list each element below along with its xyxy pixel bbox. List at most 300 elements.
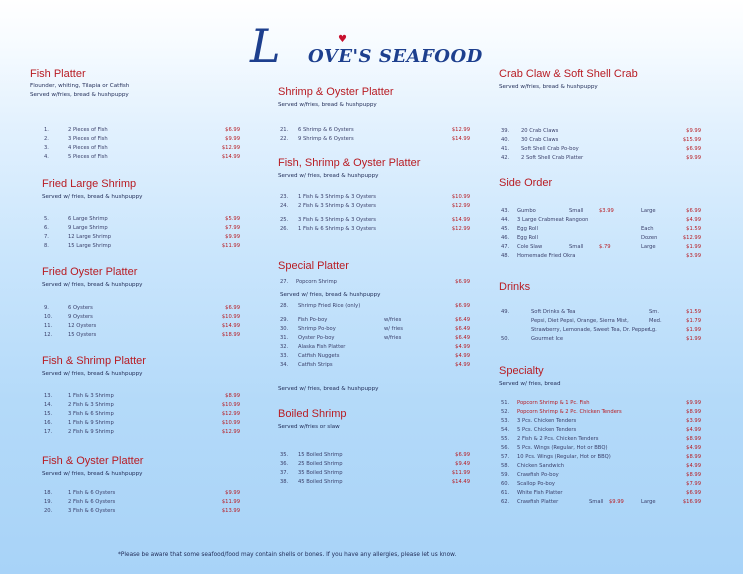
item-name: 45 Boiled Shrimp bbox=[298, 479, 343, 485]
item-number: 36. bbox=[280, 461, 289, 467]
item-price: $4.99 bbox=[686, 463, 701, 469]
list-item bbox=[501, 489, 701, 498]
special-platter-first bbox=[280, 278, 470, 287]
item-number: 38. bbox=[280, 479, 289, 485]
list-item bbox=[501, 335, 701, 344]
list-item bbox=[280, 361, 470, 370]
item-price: $11.99 bbox=[451, 470, 470, 476]
item-price: $18.99 bbox=[221, 332, 240, 338]
item-price: $7.99 bbox=[686, 481, 701, 487]
item-price: $10.99 bbox=[221, 402, 240, 408]
item-price: $10.99 bbox=[221, 420, 240, 426]
item-number: 26. bbox=[280, 226, 289, 232]
list-item bbox=[280, 469, 470, 478]
list-item bbox=[44, 489, 240, 498]
item-number: 55. bbox=[501, 436, 510, 442]
specialty-list bbox=[501, 399, 701, 498]
list-item bbox=[280, 216, 470, 225]
item-number: 11. bbox=[44, 323, 53, 329]
item-name: 9 Oysters bbox=[68, 314, 93, 320]
item-number: 41. bbox=[501, 146, 510, 152]
item-price: $4.99 bbox=[686, 445, 701, 451]
item-number: 58. bbox=[501, 463, 510, 469]
list-item bbox=[280, 352, 470, 361]
item-number: 34. bbox=[280, 362, 289, 368]
item-number: 18. bbox=[44, 490, 53, 496]
list-item bbox=[501, 216, 701, 225]
item-number: 17. bbox=[44, 429, 53, 435]
section-subtitle: Served w/fries, bread & hushpuppy bbox=[278, 102, 377, 108]
item-number: 6. bbox=[44, 225, 49, 231]
item-p1: $.79 bbox=[599, 244, 611, 250]
item-name: 6 Large Shrimp bbox=[68, 216, 108, 222]
shrimp-oyster-list bbox=[280, 126, 470, 144]
list-item bbox=[44, 392, 240, 401]
list-item: 27. Popcorn Shrimp $6.99 bbox=[280, 279, 470, 285]
item-price: $12.99 bbox=[451, 127, 470, 133]
item-size: Sm. bbox=[649, 309, 659, 315]
item-number: 35. bbox=[280, 452, 289, 458]
item-price: $9.99 bbox=[225, 234, 240, 240]
item-price: $10.99 bbox=[451, 194, 470, 200]
item-name: Cole Slaw bbox=[517, 244, 543, 250]
fish-oyster-list bbox=[44, 489, 240, 516]
item-number: 32. bbox=[280, 344, 289, 350]
list-item bbox=[280, 460, 470, 469]
section-title: Boiled Shrimp bbox=[278, 408, 347, 420]
item-name: 2 Fish & 9 Shrimp bbox=[68, 429, 114, 435]
item-number: 4. bbox=[44, 154, 49, 160]
item-name: 10 Pcs. Wings (Regular, Hot or BBQ) bbox=[517, 454, 611, 460]
item-name: Homemade Fried Okra bbox=[517, 253, 576, 259]
list-item bbox=[501, 317, 701, 326]
item-number: 14. bbox=[44, 402, 53, 408]
section-title: Shrimp & Oyster Platter bbox=[278, 86, 394, 98]
item-price: $11.99 bbox=[221, 243, 240, 249]
item-price: $12.99 bbox=[221, 429, 240, 435]
item-name: Popcorn Shrimp & 1 Pc. Fish bbox=[517, 400, 590, 406]
item-number: 9. bbox=[44, 305, 49, 311]
item-size2: Large bbox=[641, 244, 656, 250]
item-price: $4.99 bbox=[455, 344, 470, 350]
list-item bbox=[44, 135, 240, 144]
item-number: 59. bbox=[501, 472, 510, 478]
item-number: 56. bbox=[501, 445, 510, 451]
item-number: 46. bbox=[501, 235, 510, 241]
item-extra: w/ fries bbox=[384, 326, 403, 332]
restaurant-logo bbox=[250, 20, 490, 82]
item-price: $1.59 bbox=[686, 309, 701, 315]
section-subtitle: Served w/ fries, bread & hushpuppy bbox=[42, 194, 143, 200]
item-number: 40. bbox=[501, 137, 510, 143]
item-price: $4.99 bbox=[455, 353, 470, 359]
item-number: 24. bbox=[280, 203, 289, 209]
list-item bbox=[44, 233, 240, 242]
item-price: $14.99 bbox=[451, 136, 470, 142]
item-name: Popcorn Shrimp & 2 Pc. Chicken Tenders bbox=[517, 409, 622, 415]
item-name: White Fish Platter bbox=[517, 490, 563, 496]
allergy-footnote: *Please be aware that some seafood/food may contain shells or bones. If you have any allergies, please let us know. bbox=[118, 552, 457, 558]
side-order-list bbox=[501, 207, 701, 261]
special-platter-list bbox=[280, 302, 470, 370]
item-number: 20. bbox=[44, 508, 53, 514]
list-item bbox=[280, 225, 470, 234]
list-item bbox=[501, 408, 701, 417]
item-number: 25. bbox=[280, 217, 289, 223]
item-price: $6.99 bbox=[686, 490, 701, 496]
list-item bbox=[280, 478, 470, 487]
item-name: Catfish Strips bbox=[298, 362, 333, 368]
item-name: 3 Large Crabmeat Rangoon bbox=[517, 217, 589, 223]
section-subtitle: Served w/ fries, bread bbox=[499, 381, 561, 387]
item-name: 1 Fish & 6 Oysters bbox=[68, 490, 116, 496]
item-name: Egg Roll bbox=[517, 226, 538, 232]
item-number: 28. bbox=[280, 303, 289, 309]
item-name: Oyster Po-boy bbox=[298, 335, 335, 341]
section-title: Side Order bbox=[499, 177, 553, 189]
item-name: Alaska Fish Platter bbox=[298, 344, 346, 350]
section-subtitle: Served w/fries, bread & hushpuppy bbox=[499, 84, 598, 90]
item-name: Pepsi, Diet Pepsi, Orange, Sierra Mist, bbox=[531, 318, 629, 324]
item-name: 9 Shrimp & 6 Oysters bbox=[298, 136, 354, 142]
list-item bbox=[280, 334, 470, 343]
item-price: $9.49 bbox=[455, 461, 470, 467]
item-price: $4.99 bbox=[686, 217, 701, 223]
item-name: 2 Pieces of Fish bbox=[68, 127, 108, 133]
special-platter-footer: Served w/ fries, bread & hushpuppy bbox=[278, 386, 379, 392]
list-item bbox=[501, 417, 701, 426]
list-item bbox=[280, 193, 470, 202]
item-price: $12.99 bbox=[451, 226, 470, 232]
item-name: Fish Po-boy bbox=[298, 317, 328, 323]
item-price: $6.49 bbox=[455, 326, 470, 332]
item-name: 1 Fish & 3 Shrimp & 3 Oysters bbox=[298, 194, 376, 200]
item-price: $15.99 bbox=[682, 137, 701, 143]
list-item bbox=[280, 343, 470, 352]
section-subtitle: Served w/ fries, bread & hushpuppy bbox=[278, 173, 379, 179]
crab-section bbox=[499, 68, 638, 90]
section-subtitle: Served w/fries or slaw bbox=[278, 424, 340, 430]
item-name: 5 Pcs. Wings (Regular, Hot or BBQ) bbox=[517, 445, 608, 451]
item-number: 44. bbox=[501, 217, 510, 223]
list-item bbox=[44, 313, 240, 322]
item-name: Crawfish Po-boy bbox=[517, 472, 559, 478]
item-number: 33. bbox=[280, 353, 289, 359]
list-item bbox=[501, 435, 701, 444]
item-name: 1 Fish & 3 Shrimp bbox=[68, 393, 114, 399]
item-number: 1. bbox=[44, 127, 49, 133]
item-price: $1.99 bbox=[686, 327, 701, 333]
list-item bbox=[44, 144, 240, 153]
section-title: Fish & Oyster Platter bbox=[42, 455, 144, 467]
item-price: $14.99 bbox=[221, 154, 240, 160]
item-name: 20 Crab Claws bbox=[521, 128, 559, 134]
item-size2: Large bbox=[641, 208, 656, 214]
section-title: Fried Large Shrimp bbox=[42, 178, 137, 190]
list-item bbox=[44, 401, 240, 410]
item-name: Chicken Sandwich bbox=[517, 463, 565, 469]
list-item bbox=[44, 419, 240, 428]
logo-script-letter: L bbox=[250, 19, 281, 73]
item-number: 49. bbox=[501, 309, 510, 315]
side-order-section bbox=[499, 177, 552, 189]
section-title: Special Platter bbox=[278, 260, 349, 272]
list-item bbox=[44, 153, 240, 162]
item-price: $8.99 bbox=[225, 393, 240, 399]
item-name: Gourmet Ice bbox=[531, 336, 564, 342]
item-size2: Dozen bbox=[641, 235, 658, 241]
item-name: 4 Pieces of Fish bbox=[68, 145, 108, 151]
item-price: $6.99 bbox=[686, 146, 701, 152]
item-name: Strawberry, Lemonade, Sweet Tea, Dr. Pepper bbox=[531, 327, 650, 333]
fried-oyster-list bbox=[44, 304, 240, 340]
item-number: 47. bbox=[501, 244, 510, 250]
list-item bbox=[501, 225, 701, 234]
item-price: $14.99 bbox=[451, 217, 470, 223]
section-serving-note: Served w/fries, bread & hushpuppy bbox=[30, 92, 129, 98]
fried-large-shrimp-list bbox=[44, 215, 240, 251]
item-number: 13. bbox=[44, 393, 53, 399]
item-name: 3 Pcs. Chicken Tenders bbox=[517, 418, 577, 424]
item-size: Med. bbox=[649, 318, 662, 324]
section-title: Fish & Shrimp Platter bbox=[42, 355, 146, 367]
list-item bbox=[280, 126, 470, 135]
item-price: $6.49 bbox=[455, 317, 470, 323]
item-price: $6.99 bbox=[686, 208, 701, 214]
list-item bbox=[501, 444, 701, 453]
section-title: Specialty bbox=[499, 365, 544, 377]
item-name: Soft Drinks & Tea bbox=[531, 309, 576, 315]
item-size: Lg. bbox=[649, 327, 657, 333]
item-name: 3 Fish & 6 Shrimp bbox=[68, 411, 114, 417]
list-item bbox=[44, 331, 240, 340]
item-number: 23. bbox=[280, 194, 289, 200]
item-number: 21. bbox=[280, 127, 289, 133]
list-item bbox=[280, 451, 470, 460]
item-extra: w/fries bbox=[384, 317, 402, 323]
item-name: 25 Boiled Shrimp bbox=[298, 461, 343, 467]
item-price: $9.99 bbox=[686, 128, 701, 134]
fish-platter-section bbox=[30, 68, 129, 98]
item-number: 48. bbox=[501, 253, 510, 259]
item-price: $6.99 bbox=[455, 452, 470, 458]
item-price: $4.99 bbox=[455, 362, 470, 368]
special-platter-subtitle: Served w/ fries, bread & hushpuppy bbox=[280, 292, 381, 298]
item-name: 6 Oysters bbox=[68, 305, 93, 311]
item-price: $6.99 bbox=[225, 127, 240, 133]
item-name: 15 Boiled Shrimp bbox=[298, 452, 343, 458]
fish-oyster-platter-section bbox=[42, 455, 143, 477]
list-item bbox=[501, 308, 701, 317]
list-item bbox=[44, 215, 240, 224]
list-item bbox=[280, 325, 470, 334]
item-number: 16. bbox=[44, 420, 53, 426]
fish-shrimp-platter-section bbox=[42, 355, 146, 377]
item-price: $1.79 bbox=[686, 318, 701, 324]
list-item bbox=[501, 234, 701, 243]
item-number: 45. bbox=[501, 226, 510, 232]
item-price: $14.99 bbox=[221, 323, 240, 329]
item-price: $1.59 bbox=[686, 226, 701, 232]
section-title: Drinks bbox=[499, 281, 531, 293]
item-number: 53. bbox=[501, 418, 510, 424]
item-number: 29. bbox=[280, 317, 289, 323]
list-item bbox=[44, 126, 240, 135]
list-item bbox=[280, 302, 470, 311]
item-name: 2 Fish & 2 Pcs. Chicken Tenders bbox=[517, 436, 599, 442]
item-name: Gumbo bbox=[517, 208, 536, 214]
item-number: 10. bbox=[44, 314, 53, 320]
item-name: 2 Soft Shell Crab Platter bbox=[521, 155, 584, 161]
item-extra: w/fries bbox=[384, 335, 402, 341]
list-item bbox=[501, 462, 701, 471]
specialty-last bbox=[501, 498, 701, 507]
item-name: 15 Large Shrimp bbox=[68, 243, 111, 249]
list-item bbox=[501, 480, 701, 489]
item-number: 61. bbox=[501, 490, 510, 496]
list-item bbox=[44, 242, 240, 251]
item-price: $1.99 bbox=[686, 244, 701, 250]
specialty-section bbox=[499, 365, 561, 387]
item-size2: Each bbox=[641, 226, 654, 232]
item-price: $4.99 bbox=[686, 427, 701, 433]
fish-shrimp-oyster-section bbox=[278, 157, 420, 179]
item-number: 57. bbox=[501, 454, 510, 460]
list-item bbox=[501, 453, 701, 462]
list-item bbox=[44, 224, 240, 233]
list-item bbox=[44, 322, 240, 331]
special-platter-section bbox=[278, 260, 349, 272]
item-price: $7.99 bbox=[225, 225, 240, 231]
item-number: 30. bbox=[280, 326, 289, 332]
item-name: 12 Oysters bbox=[68, 323, 97, 329]
item-price: $12.99 bbox=[451, 203, 470, 209]
item-price: $6.49 bbox=[455, 335, 470, 341]
item-name: 3 Pieces of Fish bbox=[68, 136, 108, 142]
item-number: 15. bbox=[44, 411, 53, 417]
item-name: Shrimp Fried Rice (only) bbox=[298, 303, 361, 309]
item-price: $12.99 bbox=[221, 411, 240, 417]
item-number: 43. bbox=[501, 208, 510, 214]
item-name: 2 Fish & 3 Shrimp & 3 Oysters bbox=[298, 203, 376, 209]
list-item bbox=[280, 135, 470, 144]
item-price: $11.99 bbox=[221, 499, 240, 505]
list-item bbox=[501, 154, 701, 163]
shrimp-oyster-platter-section bbox=[278, 86, 394, 108]
item-name: 15 Oysters bbox=[68, 332, 97, 338]
item-price: $5.99 bbox=[225, 216, 240, 222]
item-price: $12.99 bbox=[221, 145, 240, 151]
item-name: 2 Fish & 6 Oysters bbox=[68, 499, 116, 505]
section-title: Crab Claw & Soft Shell Crab bbox=[499, 68, 638, 80]
item-price: $10.99 bbox=[221, 314, 240, 320]
item-price: $6.99 bbox=[455, 303, 470, 309]
item-number: 60. bbox=[501, 481, 510, 487]
fish-platter-list bbox=[44, 126, 240, 162]
list-item bbox=[280, 316, 470, 325]
item-number: 52. bbox=[501, 409, 510, 415]
item-price: $8.99 bbox=[686, 472, 701, 478]
item-name: 30 Crab Claws bbox=[521, 137, 559, 143]
item-number: 42. bbox=[501, 155, 510, 161]
drinks-list bbox=[501, 308, 701, 344]
item-number: 5. bbox=[44, 216, 49, 222]
item-number: 12. bbox=[44, 332, 53, 338]
fish-shrimp-oyster-list bbox=[280, 193, 470, 234]
section-subtitle: Served w/ fries, bread & hushpuppy bbox=[42, 282, 143, 288]
item-price: $6.99 bbox=[225, 305, 240, 311]
item-price: $13.99 bbox=[221, 508, 240, 514]
item-price: $1.99 bbox=[686, 336, 701, 342]
item-name: 6 Shrimp & 6 Oysters bbox=[298, 127, 354, 133]
list-item bbox=[280, 202, 470, 211]
item-price: $9.99 bbox=[686, 155, 701, 161]
list-item bbox=[501, 127, 701, 136]
list-item bbox=[501, 426, 701, 435]
crab-list bbox=[501, 127, 701, 163]
item-price: $8.99 bbox=[686, 409, 701, 415]
item-price: $12.99 bbox=[682, 235, 701, 241]
item-price: $9.99 bbox=[686, 400, 701, 406]
item-name: 1 Fish & 6 Shrimp & 3 Oysters bbox=[298, 226, 376, 232]
item-name: 3 Fish & 6 Oysters bbox=[68, 508, 116, 514]
item-number: 51. bbox=[501, 400, 510, 406]
fried-large-shrimp-section bbox=[42, 178, 142, 200]
list-item bbox=[501, 207, 701, 216]
logo-name: OVE'S SEAFOOD bbox=[308, 46, 483, 67]
item-price: $9.99 bbox=[225, 490, 240, 496]
item-price: $8.99 bbox=[686, 436, 701, 442]
list-item bbox=[501, 243, 701, 252]
item-price: $3.99 bbox=[686, 253, 701, 259]
item-name: 2 Fish & 3 Shrimp bbox=[68, 402, 114, 408]
item-name: 5 Pcs. Chicken Tenders bbox=[517, 427, 577, 433]
list-item bbox=[44, 410, 240, 419]
list-item bbox=[501, 471, 701, 480]
item-name: 35 Boiled Shrimp bbox=[298, 470, 343, 476]
list-item bbox=[44, 428, 240, 437]
item-size1: Small bbox=[569, 244, 584, 250]
item-price: $8.99 bbox=[686, 454, 701, 460]
item-number: 54. bbox=[501, 427, 510, 433]
list-item bbox=[501, 326, 701, 335]
item-number: 22. bbox=[280, 136, 289, 142]
list-item: 62. Crawfish Platter Small $9.99 Large $16.99 bbox=[501, 499, 701, 505]
fish-shrimp-list bbox=[44, 392, 240, 437]
fried-oyster-platter-section bbox=[42, 266, 142, 288]
section-subtitle: Served w/ fries, bread & hushpuppy bbox=[42, 371, 143, 377]
item-name: 3 Fish & 3 Shrimp & 3 Oysters bbox=[298, 217, 376, 223]
section-title: Fish, Shrimp & Oyster Platter bbox=[278, 157, 421, 169]
item-p1: $3.99 bbox=[599, 208, 614, 214]
item-name: 12 Large Shrimp bbox=[68, 234, 111, 240]
item-price: $9.99 bbox=[225, 136, 240, 142]
item-number: 37. bbox=[280, 470, 289, 476]
list-item bbox=[501, 399, 701, 408]
heart-icon: ♥ bbox=[338, 34, 347, 45]
item-price: $14.49 bbox=[451, 479, 470, 485]
item-name: Soft Shell Crab Po-boy bbox=[521, 146, 579, 152]
section-title: Fish Platter bbox=[30, 68, 86, 80]
item-number: 2. bbox=[44, 136, 49, 142]
list-item bbox=[501, 145, 701, 154]
item-name: 9 Large Shrimp bbox=[68, 225, 108, 231]
list-item bbox=[501, 252, 701, 261]
item-name: 1 Fish & 9 Shrimp bbox=[68, 420, 114, 426]
item-number: 7. bbox=[44, 234, 49, 240]
item-number: 8. bbox=[44, 243, 49, 249]
list-item bbox=[44, 304, 240, 313]
